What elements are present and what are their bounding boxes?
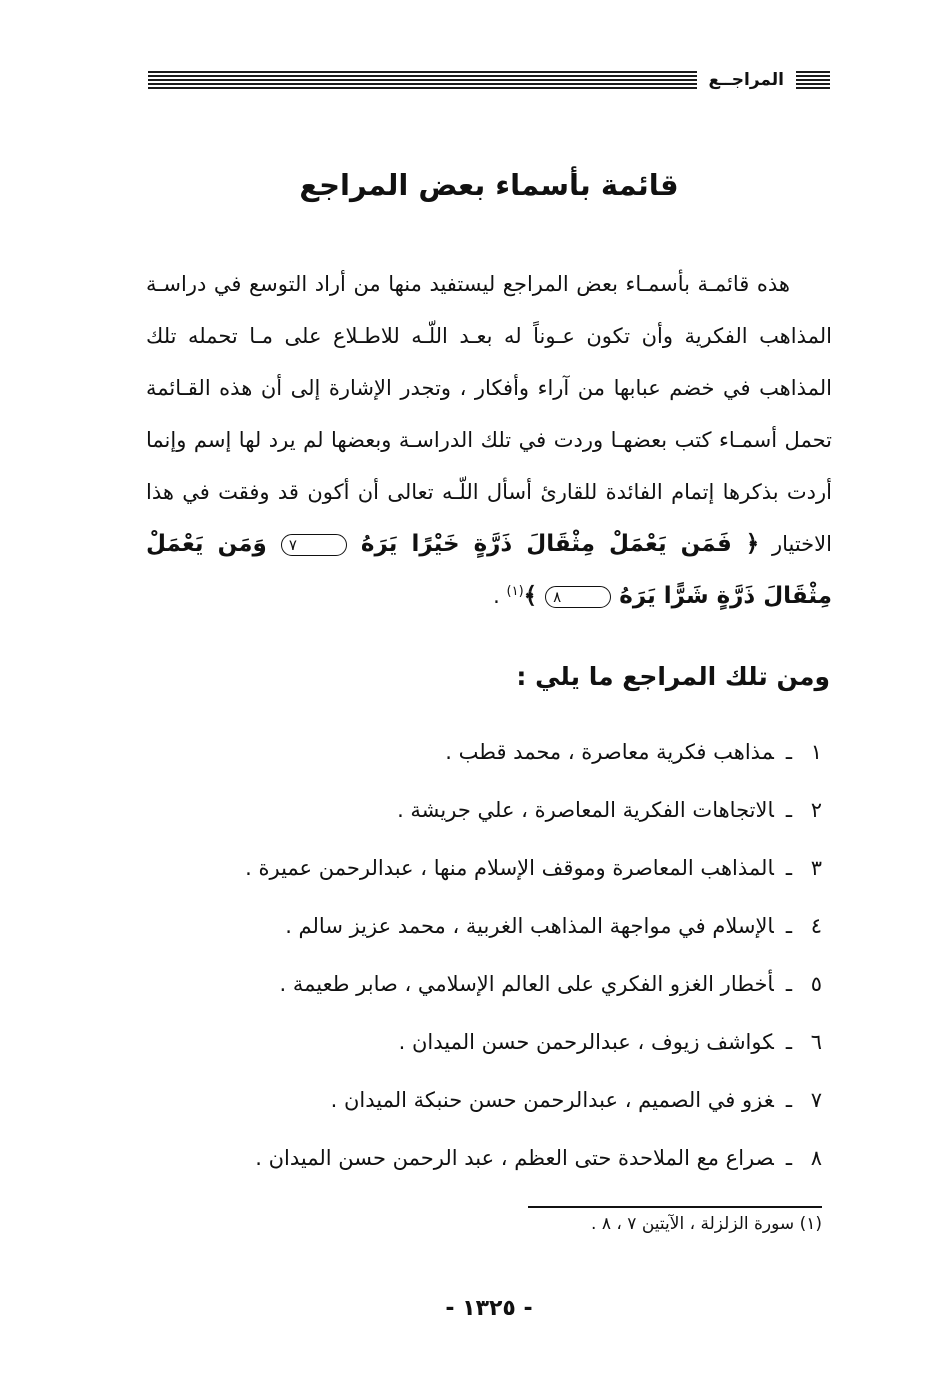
page-title: قائمة بأسماء بعض المراجع [299,168,679,202]
reference-number: ٧ [810,1088,822,1112]
reference-number: ٨ [810,1146,822,1170]
reference-item [148,1078,822,1136]
section-heading: ومن تلك المراجع ما يلي : [516,662,830,691]
reference-dash: ـ [785,856,792,880]
footnote: (١) سورة الزلزلة ، الآيتين ٧ ، ٨ . [591,1214,822,1234]
reference-number: ١ [810,740,822,764]
reference-dash: ـ [785,1030,792,1054]
reference-text: الاتجاهات الفكرية المعاصرة ، علي جريشة . [397,798,774,822]
reference-dash: ـ [785,972,792,996]
reference-item [148,1020,822,1078]
reference-text: مذاهب فكرية معاصرة ، محمد قطب . [445,740,774,764]
running-header [148,66,830,94]
reference-number: ٥ [810,972,822,996]
quran-part-2: وَمَن يَعْمَلْ مِثْقَالَ ذَرَّةٍ شَرًّا يَرَهُ [146,531,832,609]
intro-end: . [493,584,500,608]
reference-item [148,730,822,788]
header-rule-short [796,71,830,89]
reference-number: ٦ [810,1030,822,1054]
reference-dash: ـ [785,798,792,822]
reference-item [148,788,822,846]
reference-dash: ـ [785,914,792,938]
reference-text: أخطار الغزو الفكري على العالم الإسلامي ، صابر طعيمة . [279,972,774,996]
footnote-divider [528,1206,822,1208]
reference-item [148,962,822,1020]
reference-item [148,904,822,962]
reference-dash: ـ [785,1088,792,1112]
quran-part-1: فَمَن يَعْمَلْ مِثْقَالَ ذَرَّةٍ خَيْرًا يَرَهُ [360,531,732,557]
reference-dash: ـ [785,740,792,764]
reference-list [148,730,822,1194]
reference-number: ٢ [810,798,822,822]
page-number: - ١٣٢٥ - [445,1296,533,1321]
intro-text: هذه قائمـة بأسمـاء بعض المراجع ليستفيد منها من أراد التوسع في دراسـة المذاهب الفكرية وأن تكون عـوناً له بعـد اللّـه للاطـلاع على مـا تحمله تلك المذاهب في خضم عبابها من آراء وأفكار ، وتجدر الإشارة إلى أن هذه القـائمة تحمل أسمـاء كتب بعضهـا وردت في تلك الدراسـة وبعضها لم يرد لها إسم وإنما أردت بذكرها إتمام الفائدة للقارئ أسأل اللّـه تعالى أن أكون قد وفقت في هذا الاختيار [146,272,832,556]
reference-text: كواشف زيوف ، عبدالرحمن حسن الميدان . [398,1030,774,1054]
reference-number: ٤ [810,914,822,938]
header-rule-long [148,71,697,89]
quran-quote [146,531,832,609]
reference-text: غزو في الصميم ، عبدالرحمن حسن حنبكة الميدان . [330,1088,774,1112]
reference-number: ٣ [810,856,822,880]
reference-text: صراع مع الملاحدة حتى العظم ، عبد الرحمن حسن الميدان . [255,1146,774,1170]
reference-text: الإسلام في مواجهة المذاهب الغربية ، محمد عزيز سالم . [285,914,774,938]
ayah-number-7: ٧ [281,534,347,556]
reference-dash: ـ [785,1146,792,1170]
reference-text: المذاهب المعاصرة وموقف الإسلام منها ، عبدالرحمن عميرة . [245,856,774,880]
intro-paragraph [146,258,832,622]
quote-close: ﴾ [523,583,538,609]
quote-open: ﴿ [745,531,760,557]
running-header-title: المراجــع [708,70,784,90]
footnote-reference: (١) [506,584,524,599]
reference-item [148,846,822,904]
ayah-number-8: ٨ [545,586,611,608]
reference-item [148,1136,822,1194]
